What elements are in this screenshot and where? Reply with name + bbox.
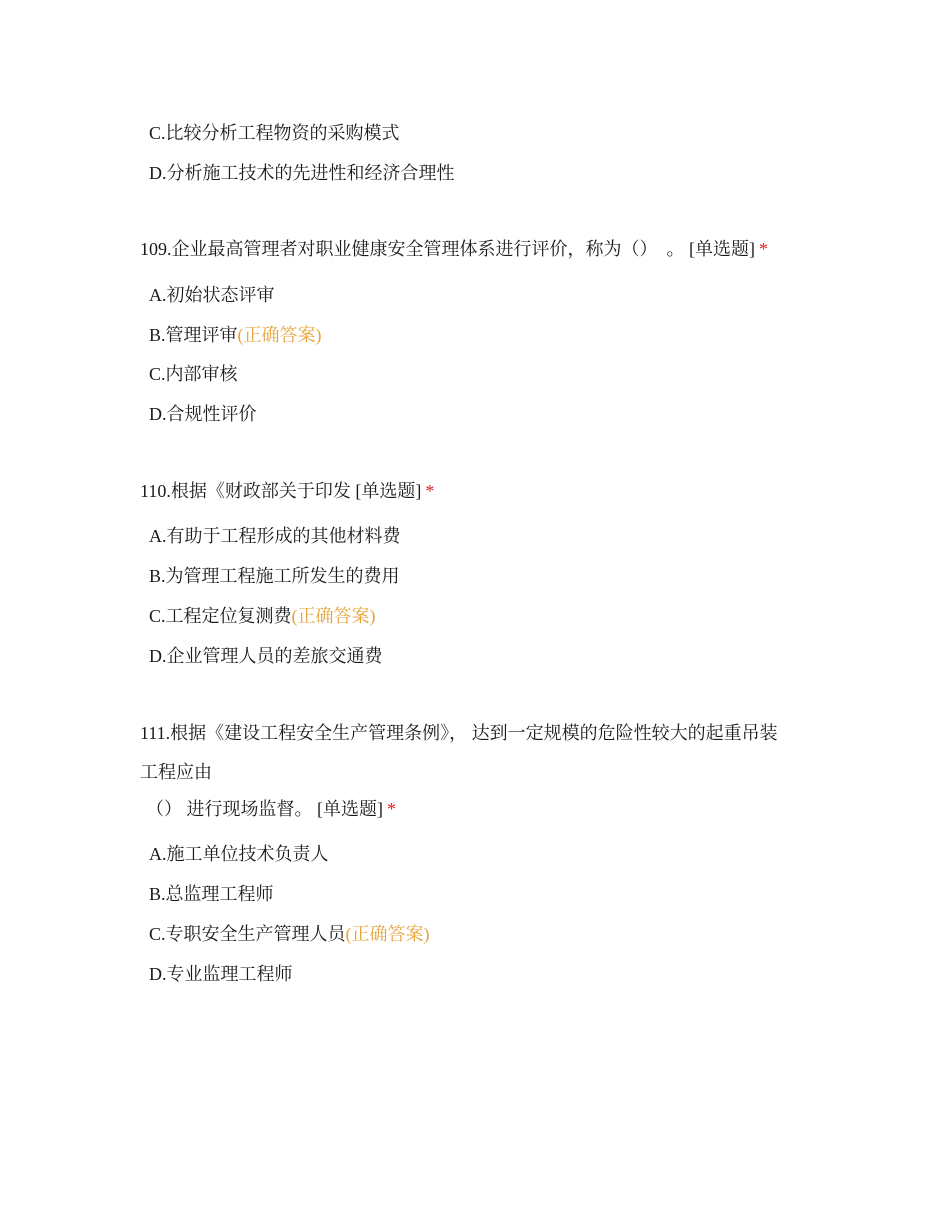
option-text: A.施工单位技术负责人 [149, 844, 329, 864]
option-text: D.企业管理人员的差旅交通费 [149, 646, 383, 666]
option-text: D.专业监理工程师 [149, 964, 293, 984]
option-text: D.合规性评价 [149, 404, 257, 424]
question-111-title-line1 [140, 722, 778, 744]
q111-option-b [149, 883, 274, 905]
q109-option-b [149, 324, 322, 346]
option-text: A.有助于工程形成的其他材料费 [149, 526, 401, 546]
required-marker: * [387, 799, 396, 819]
option-text: C.专职安全生产管理人员 [149, 924, 346, 944]
question-text: 110.根据《财政部关于印发 [单选题] [140, 481, 422, 501]
q110-option-c [149, 605, 376, 627]
question-109-title [140, 238, 768, 260]
question-text: （） 进行现场监督。 [单选题] [146, 799, 383, 819]
q110-option-a [149, 525, 401, 547]
option-text: B.总监理工程师 [149, 884, 274, 904]
option-text: C.工程定位复测费 [149, 606, 292, 626]
required-marker: * [425, 481, 435, 501]
correct-answer-tag: (正确答案) [345, 924, 430, 944]
q110-option-d [149, 645, 383, 667]
option-d-prev [149, 162, 455, 184]
correct-answer-tag: (正确答案) [237, 325, 322, 345]
q111-option-a [149, 843, 329, 865]
option-text: D.分析施工技术的先进性和经济合理性 [149, 163, 455, 183]
q109-option-a [149, 284, 275, 306]
q111-option-c [149, 923, 430, 945]
question-111-title-line2 [140, 761, 212, 783]
option-c-prev [149, 122, 400, 144]
q110-option-b [149, 565, 400, 587]
question-110-title [140, 480, 434, 502]
question-text: 109.企业最高管理者对职业健康安全管理体系进行评价，称为（） 。 [单选题] [140, 239, 755, 259]
option-text: A.初始状态评审 [149, 285, 275, 305]
q109-option-d [149, 403, 257, 425]
option-text: B.为管理工程施工所发生的费用 [149, 566, 400, 586]
question-text: 111.根据《建设工程安全生产管理条例》， 达到一定规模的危险性较大的起重吊装 [140, 723, 778, 743]
question-text: 工程应由 [140, 762, 212, 782]
required-marker: * [759, 239, 768, 259]
option-text: B.管理评审 [149, 325, 238, 345]
q111-option-d [149, 963, 293, 985]
correct-answer-tag: (正确答案) [291, 606, 376, 626]
question-111-title-line3 [146, 798, 396, 820]
q109-option-c [149, 363, 238, 385]
option-text: C.内部审核 [149, 364, 238, 384]
option-text: C.比较分析工程物资的采购模式 [149, 123, 400, 143]
